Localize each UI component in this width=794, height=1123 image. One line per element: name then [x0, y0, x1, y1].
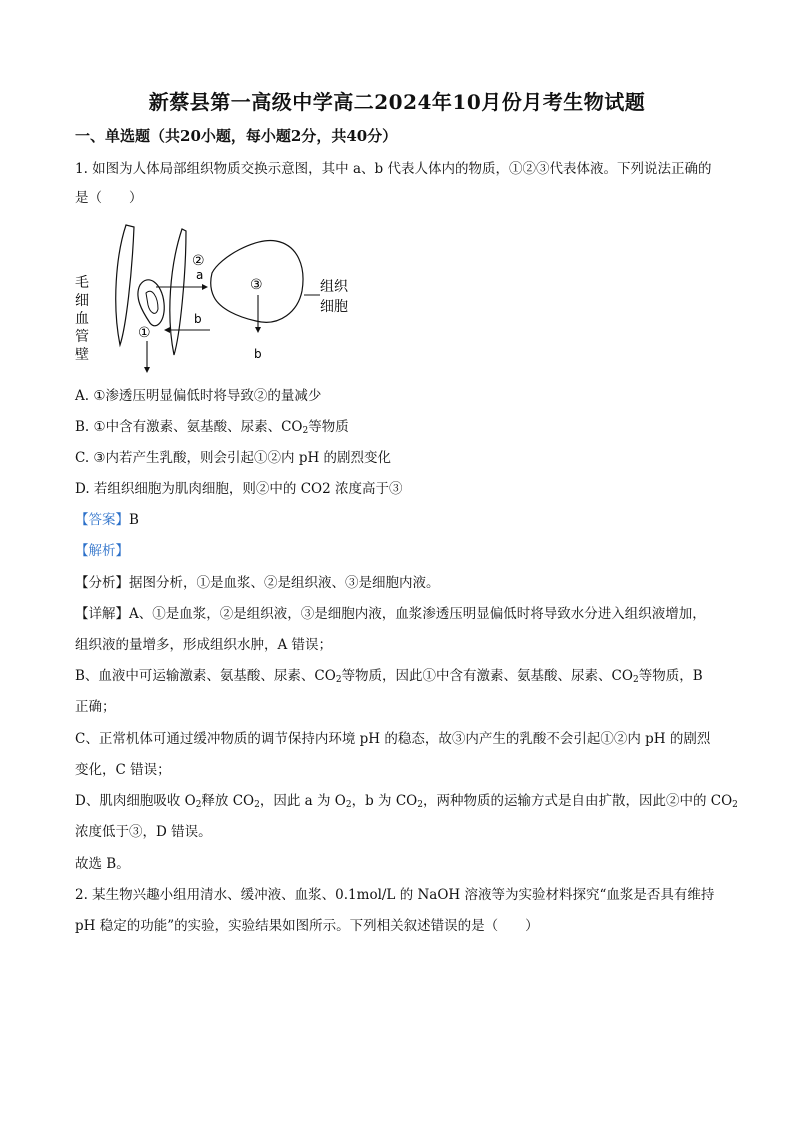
wall-label-1: 毛 [75, 275, 89, 291]
wall-label-3: 血 [75, 311, 89, 327]
answer-line [75, 511, 139, 529]
explain-c-line2: 变化，C 错误； [75, 762, 171, 778]
capillary-wall-right [170, 229, 186, 355]
cell-label-1: 组织 [320, 279, 348, 295]
explain-b-line2: 正确； [75, 699, 116, 715]
q1-option-d: D. 若组织细胞为肌肉细胞，则②中的 CO2 浓度高于③ [75, 481, 403, 497]
wall-label-2: 细 [75, 293, 89, 309]
section-heading: 一、单选题（共20小题，每小题2分，共40分） [75, 127, 398, 145]
arrow-a-label: a [196, 268, 204, 282]
q1-option-a: A. ①渗透压明显偏低时将导致②的量减少 [75, 388, 322, 404]
wall-label-4: 管 [75, 329, 89, 345]
arrow-b-label: b [194, 312, 202, 326]
conclusion: 故选 B。 [75, 856, 130, 872]
analysis-tag: 【解析】 [75, 543, 129, 559]
arrow-b-down-label: b [254, 347, 262, 361]
capillary-wall-left [116, 225, 134, 345]
xiangjie-line2: 组织液的量增多，形成组织水肿，A 错误； [75, 637, 333, 653]
mark-3: ③ [250, 277, 263, 293]
mark-1: ① [138, 325, 151, 341]
mark-2: ② [192, 253, 205, 269]
explain-d-line1: D、肌肉细胞吸收 $O_2$释放 $CO_2$，因此 a 为 $O_2$，b 为 $CO_2$，两种物质的运输方式是自由扩散，因此②中的 $CO_2$ [75, 793, 738, 810]
cell-label-2: 细胞 [320, 299, 348, 315]
tissue-exchange-diagram [70, 215, 370, 375]
answer-tag: 【答案】 [75, 512, 129, 528]
q1-option-b: B. ①中含有激素、氨基酸、尿素、$CO_2$等物质 [75, 419, 349, 436]
explain-d-line2: 浓度低于③，D 错误。 [75, 824, 212, 840]
q2-line2: pH 稳定的功能”的实验，实验结果如图所示。下列相关叙述错误的是（ ） [75, 918, 539, 934]
q1-stem-line2: 是（ ） [75, 190, 143, 206]
wall-label-5: 壁 [75, 347, 89, 363]
q2-line1: 2. 某生物兴趣小组用清水、缓冲液、血浆、0.1mol/L 的 NaOH 溶液等为实验材料探究“血浆是否具有维持 [75, 887, 715, 903]
q1-stem-line1: 1. 如图为人体局部组织物质交换示意图，其中 a、b 代表人体内的物质，①②③代表体液。下列说法正确的 [75, 161, 712, 177]
answer-value: B [129, 512, 139, 528]
explain-c-line1: C、正常机体可通过缓冲物质的调节保持内环境 pH 的稳态，故③内产生的乳酸不会引起①②内 pH 的剧烈 [75, 731, 711, 747]
blood-cell-inner [146, 291, 158, 313]
explain-b-line1: B、血液中可运输激素、氨基酸、尿素、$CO_2$等物质，因此①中含有激素、氨基酸、尿素、$CO_2$等物质，B [75, 668, 703, 685]
page-title: 新蔡县第一高级中学高二2024年10月份月考生物试题 [148, 90, 646, 114]
q1-option-c: C. ③内若产生乳酸，则会引起①②内 pH 的剧烈变化 [75, 450, 392, 466]
xiangjie-line1: 【详解】A、①是血浆，②是组织液，③是细胞内液，血浆渗透压明显偏低时将导致水分进入组织液增加， [75, 606, 706, 622]
fenxi: 【分析】据图分析，①是血浆、②是组织液、③是细胞内液。 [75, 575, 440, 591]
